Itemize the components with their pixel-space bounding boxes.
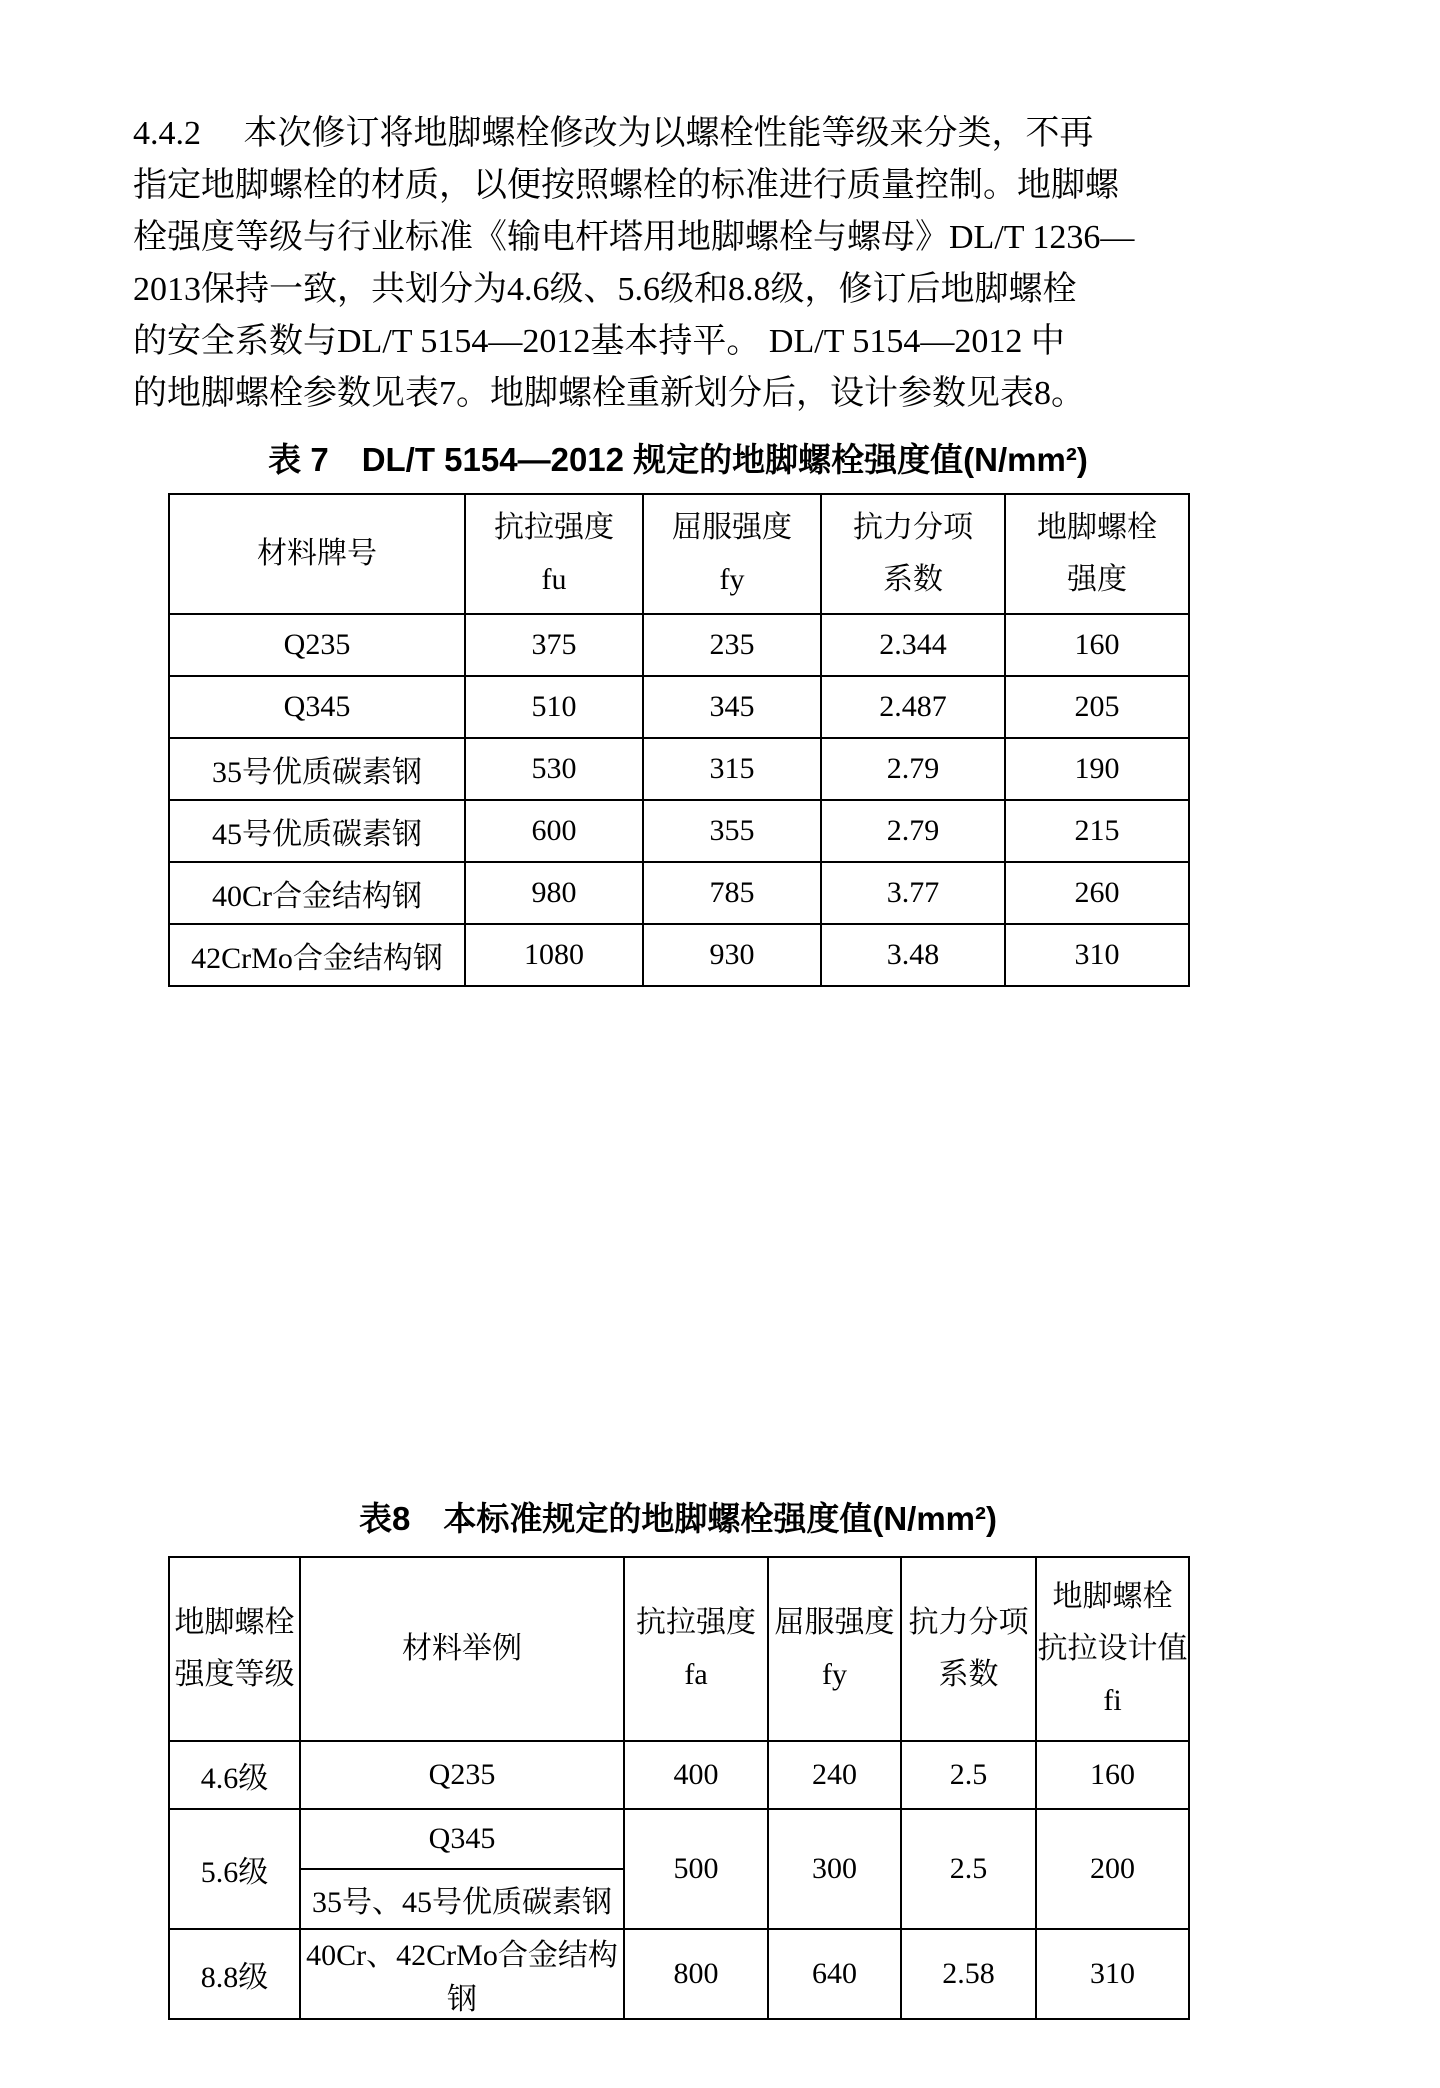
cell-material: 35号优质碳素钢 (169, 738, 465, 800)
cell-fu: 530 (465, 738, 643, 800)
table8-header-material (300, 1557, 624, 1741)
cell-strength: 215 (1005, 800, 1189, 862)
table-row (169, 614, 1189, 676)
header-text: 强度等级 (174, 1658, 295, 1691)
table-row (169, 924, 1189, 986)
cell-factor: 3.77 (821, 862, 1005, 924)
table-row (169, 1809, 1189, 1869)
table8-header-factor (901, 1557, 1036, 1741)
cell-material: Q235 (169, 614, 465, 676)
table-row (169, 1929, 1189, 2019)
paragraph-line: 2013保持一致，共划分为4.6级、5.6级和8.8级，修订后地脚螺栓 (133, 271, 1077, 308)
table7 (168, 493, 1190, 987)
header-text: fi (1103, 1684, 1122, 1717)
header-text: 抗拉强度 (636, 1606, 756, 1639)
table8-header-design (1036, 1557, 1189, 1741)
table7-header-yield (643, 494, 821, 614)
header-text: 屈服强度 (672, 511, 792, 544)
header-text: 系数 (883, 563, 943, 596)
cell-fy: 640 (768, 1929, 901, 2019)
cell-material: 35号、45号优质碳素钢 (300, 1869, 624, 1929)
cell-factor: 2.79 (821, 800, 1005, 862)
table7-header-material (169, 494, 465, 614)
header-text: fu (541, 563, 567, 596)
table-row (169, 800, 1189, 862)
cell-fy: 345 (643, 676, 821, 738)
table7-header-strength (1005, 494, 1189, 614)
table7-header-row (169, 494, 1189, 614)
table-row (169, 1741, 1189, 1809)
vertical-gap (0, 987, 1440, 1493)
paragraph-line: 指定地脚螺栓的材质，以便按照螺栓的标准进行质量控制。地脚螺 (133, 167, 1119, 204)
cell-fy: 300 (768, 1809, 901, 1929)
table8-header-grade (169, 1557, 300, 1741)
cell-fy: 785 (643, 862, 821, 924)
table-row (169, 676, 1189, 738)
cell-fu: 375 (465, 614, 643, 676)
cell-material: Q345 (300, 1809, 624, 1869)
cell-material: 42CrMo合金结构钢 (169, 924, 465, 986)
section-paragraph (133, 0, 1145, 420)
cell-fy: 930 (643, 924, 821, 986)
table8 (168, 1556, 1190, 2020)
cell-fy: 315 (643, 738, 821, 800)
table7-header-tensile (465, 494, 643, 614)
cell-strength: 205 (1005, 676, 1189, 738)
cell-material: 40Cr、42CrMo合金结构钢 (300, 1929, 624, 2019)
cell-fy: 235 (643, 614, 821, 676)
cell-fa: 500 (624, 1809, 768, 1929)
cell-grade: 8.8级 (169, 1929, 300, 2019)
cell-fa: 400 (624, 1741, 768, 1809)
cell-strength: 160 (1005, 614, 1189, 676)
cell-strength: 260 (1005, 862, 1189, 924)
paragraph-line: 4.4.2 本次修订将地脚螺栓修改为以螺栓性能等级来分类，不再 (133, 115, 1094, 152)
cell-fu: 980 (465, 862, 643, 924)
table8-header-row (169, 1557, 1189, 1741)
table7-caption: 表 7 DL/T 5154—2012 规定的地脚螺栓强度值(N/mm²) (268, 441, 1088, 478)
header-text: 材料牌号 (257, 537, 377, 570)
header-text: 强度 (1067, 563, 1127, 596)
header-text: fa (684, 1658, 708, 1691)
paragraph-line: 的地脚螺栓参数见表7。地脚螺栓重新划分后，设计参数见表8。 (133, 375, 1085, 412)
paragraph-line: 的安全系数与DL/T 5154—2012基本持平。 DL/T 5154—2012 中 (133, 323, 1065, 360)
header-text: 地脚螺栓 (174, 1606, 295, 1639)
cell-strength: 310 (1005, 924, 1189, 986)
paragraph-line: 栓强度等级与行业标准《输电杆塔用地脚螺栓与螺母》DL/T 1236— (133, 219, 1135, 256)
cell-factor: 2.344 (821, 614, 1005, 676)
cell-material: 45号优质碳素钢 (169, 800, 465, 862)
header-text: 系数 (938, 1658, 999, 1691)
cell-fu: 510 (465, 676, 643, 738)
cell-factor: 2.5 (901, 1809, 1036, 1929)
table8-header-tensile (624, 1557, 768, 1741)
table8-header-yield (768, 1557, 901, 1741)
cell-strength: 190 (1005, 738, 1189, 800)
header-text: 抗力分项 (853, 511, 973, 544)
cell-fy: 240 (768, 1741, 901, 1809)
header-text: fy (822, 1658, 847, 1691)
header-text: 材料举例 (402, 1632, 522, 1665)
cell-material: Q235 (300, 1741, 624, 1809)
cell-fu: 1080 (465, 924, 643, 986)
header-text: 屈服强度 (774, 1606, 895, 1639)
header-text: 地脚螺栓 (1052, 1580, 1173, 1613)
cell-factor: 2.79 (821, 738, 1005, 800)
table7-header-factor (821, 494, 1005, 614)
table-row (169, 738, 1189, 800)
cell-factor: 2.487 (821, 676, 1005, 738)
cell-factor: 3.48 (821, 924, 1005, 986)
header-text: fy (719, 563, 745, 596)
cell-fi: 200 (1036, 1809, 1189, 1929)
cell-factor: 2.5 (901, 1741, 1036, 1809)
table8-caption: 表8 本标准规定的地脚螺栓强度值(N/mm²) (358, 1500, 997, 1537)
header-text: 抗拉设计值 (1037, 1632, 1188, 1665)
cell-grade: 5.6级 (169, 1809, 300, 1929)
cell-factor: 2.58 (901, 1929, 1036, 2019)
cell-fu: 600 (465, 800, 643, 862)
header-text: 抗拉强度 (494, 511, 614, 544)
table-row (169, 862, 1189, 924)
header-text: 地脚螺栓 (1037, 511, 1157, 544)
cell-fy: 355 (643, 800, 821, 862)
cell-grade: 4.6级 (169, 1741, 300, 1809)
cell-material: 40Cr合金结构钢 (169, 862, 465, 924)
cell-fa: 800 (624, 1929, 768, 2019)
cell-fi: 160 (1036, 1741, 1189, 1809)
cell-material: Q345 (169, 676, 465, 738)
cell-fi: 310 (1036, 1929, 1189, 2019)
header-text: 抗力分项 (908, 1606, 1029, 1639)
